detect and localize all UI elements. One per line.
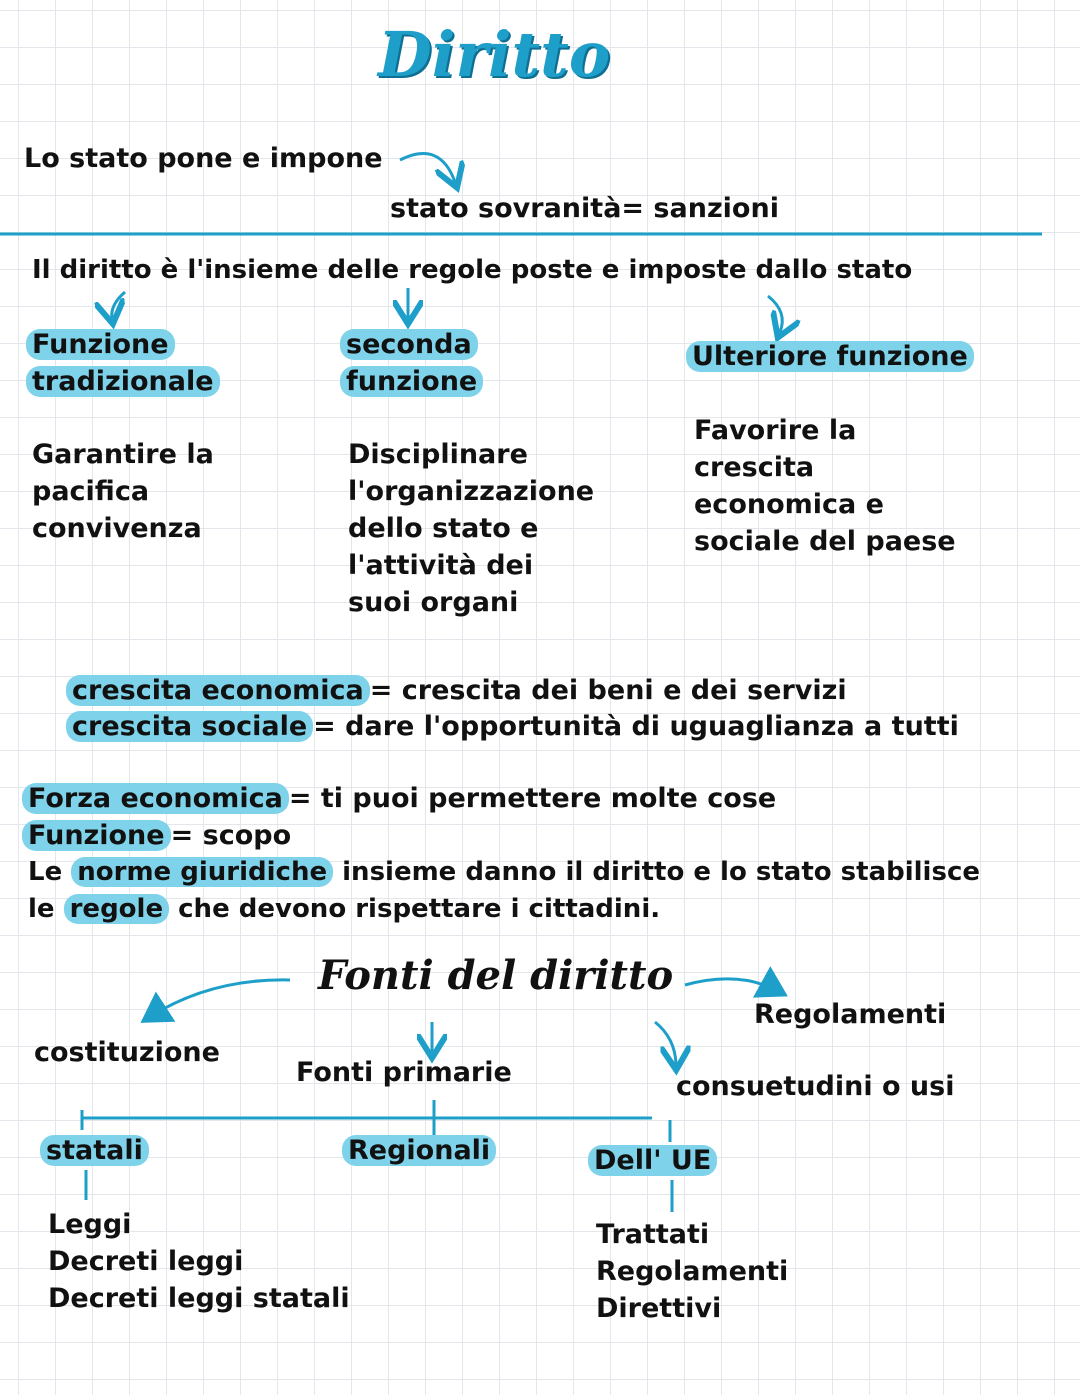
growth-social: crescita sociale = dare l'opportunità di uguaglianza a tutti [66,708,959,745]
function-3-label: Ulteriore funzione [686,338,974,375]
sources-regolamenti: Regolamenti [754,999,947,1030]
sources-costituzione: costituzione [34,1037,220,1068]
definition: Il diritto è l'insieme delle regole poste e imposte dallo stato [32,255,913,285]
sources-primarie: Fonti primarie [296,1057,512,1088]
note-funzione: Funzione = scopo [22,817,291,854]
function-1-desc: Garantire la pacifica convivenza [32,439,214,544]
ue-list: Trattati Regolamenti Direttivi [596,1219,789,1324]
intro-line-2: stato sovranità= sanzioni [390,193,779,224]
arrow-func-1 [112,292,125,318]
function-2-label: seconda funzione [340,326,483,400]
note-forza: Forza economica = ti puoi permettere molte cose [22,780,776,817]
function-2-desc: Disciplinare l'organizzazione dello stato e l'attività dei suoi organi [348,439,595,618]
growth-economic: crescita economica = crescita dei beni e dei servizi [66,672,847,709]
function-1-label: Funzione tradizionale [26,326,220,400]
sources-title: Fonti del diritto [318,952,674,999]
arrow-regolamenti [685,979,780,992]
arrow-costituzione [148,980,290,1018]
arrow-func-3 [768,296,782,332]
function-3-desc: Favorire la crescita economica e sociale del paese [694,415,956,557]
sources-statali: statali [40,1132,149,1169]
page-title: Diritto [378,18,611,91]
intro-line-1: Lo stato pone e impone [24,143,383,174]
sources-ue: Dell' UE [588,1142,717,1179]
sources-consuetudini: consuetudini o usi [676,1071,955,1102]
note-norme: Le norme giuridiche insieme danno il diritto e lo stato stabilisce [28,857,980,887]
arrow-consuetudini [655,1022,676,1064]
note-regole: le regole che devono rispettare i cittadini. [28,894,661,924]
arrow-intro [400,154,455,182]
sources-regionali: Regionali [342,1132,496,1169]
statali-list: Leggi Decreti leggi Decreti leggi statali [48,1209,350,1314]
